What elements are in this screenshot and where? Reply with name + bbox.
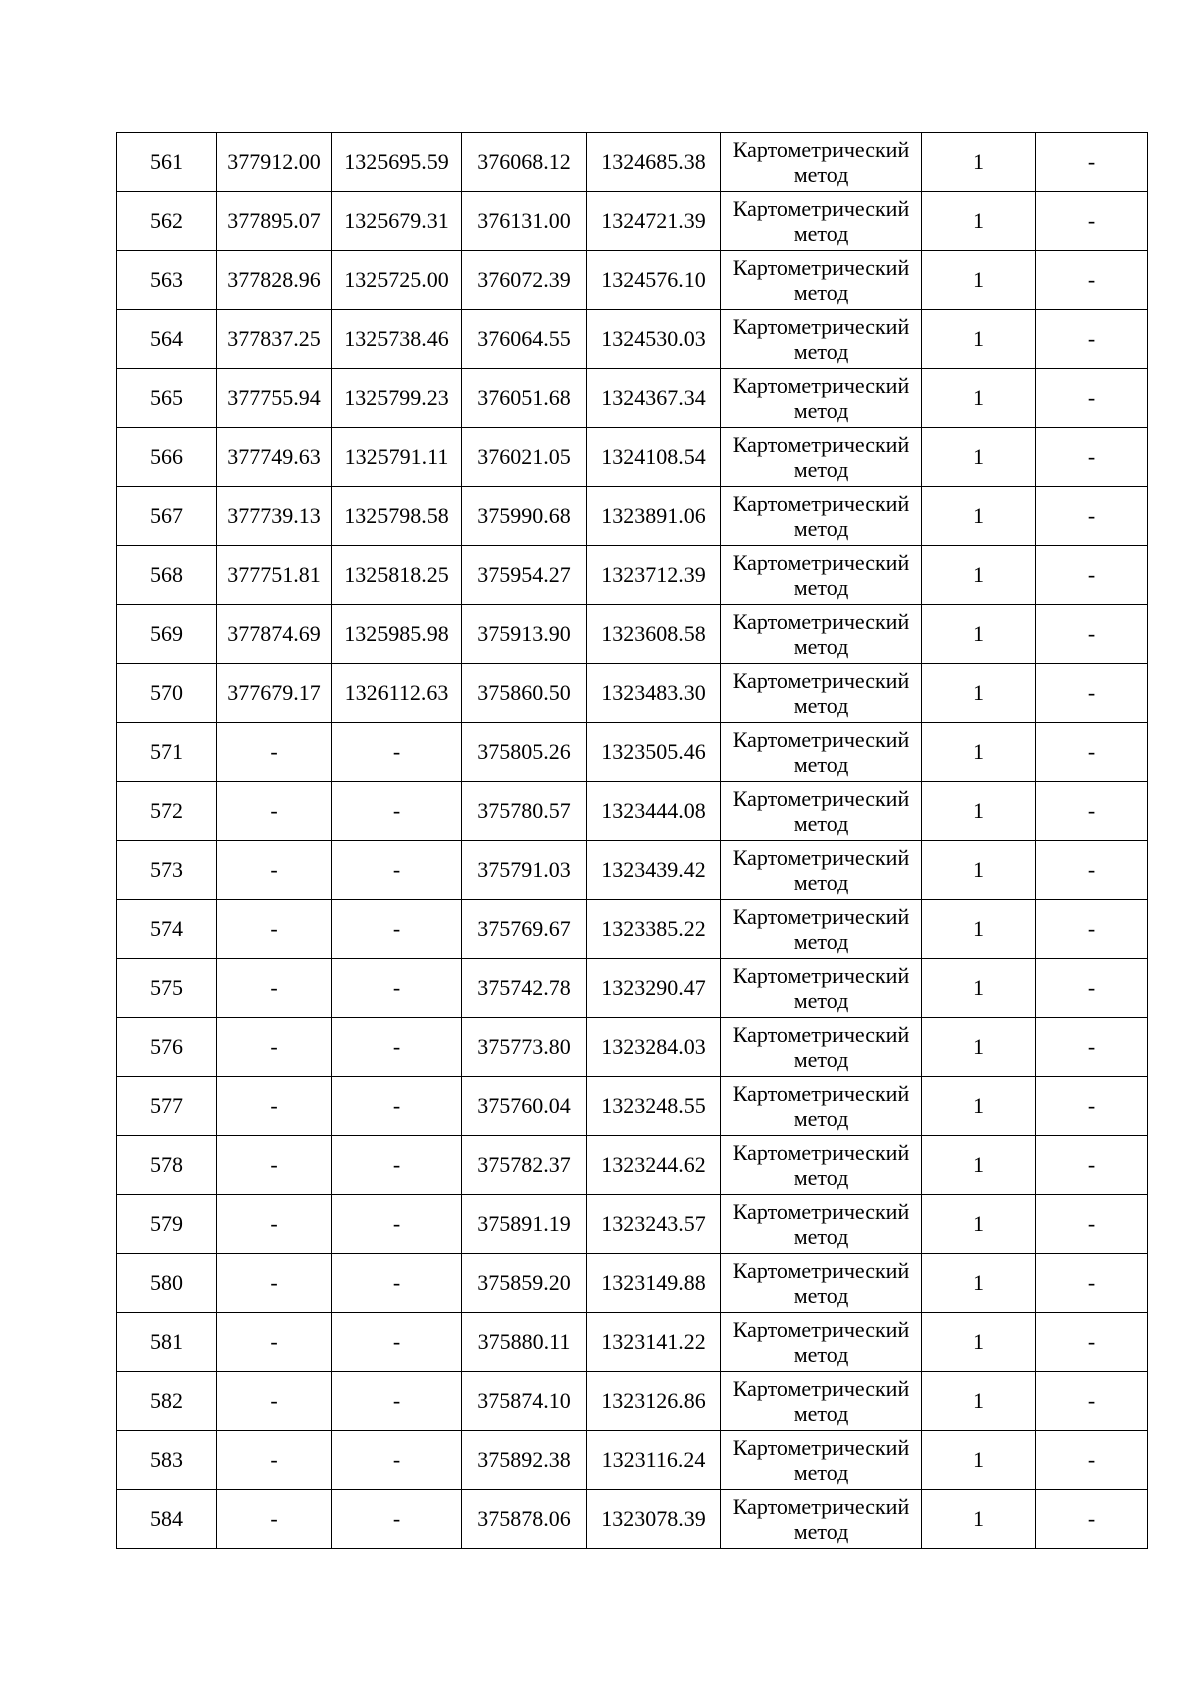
method-cell <box>721 1018 922 1077</box>
old-x-cell: 377755.94 <box>217 369 332 428</box>
method-cell <box>721 1313 922 1372</box>
note-cell: - <box>1036 1431 1148 1490</box>
method-line2: метод <box>793 752 849 777</box>
method-cell <box>721 487 922 546</box>
method-cell <box>721 310 922 369</box>
method-line1: Картометрический <box>732 432 910 457</box>
point-number-cell: 575 <box>117 959 217 1018</box>
point-number-cell: 565 <box>117 369 217 428</box>
new-y-cell: 1323126.86 <box>587 1372 721 1431</box>
note-cell: - <box>1036 605 1148 664</box>
accuracy-cell: 1 <box>922 723 1036 782</box>
old-x-cell: - <box>217 723 332 782</box>
old-x-cell: 377751.81 <box>217 546 332 605</box>
new-y-cell: 1324530.03 <box>587 310 721 369</box>
method-line1: Картометрический <box>732 609 910 634</box>
method-line2: метод <box>793 398 849 423</box>
old-y-cell: - <box>332 1313 462 1372</box>
old-y-cell: - <box>332 782 462 841</box>
point-number-cell: 583 <box>117 1431 217 1490</box>
method-line2: метод <box>793 575 849 600</box>
table-row <box>117 487 1148 546</box>
method-line2: метод <box>793 457 849 482</box>
old-x-cell: - <box>217 1018 332 1077</box>
method-line2: метод <box>793 634 849 659</box>
accuracy-cell: 1 <box>922 782 1036 841</box>
old-x-cell: - <box>217 1313 332 1372</box>
old-x-cell: 377749.63 <box>217 428 332 487</box>
table-row <box>117 1077 1148 1136</box>
note-cell: - <box>1036 133 1148 192</box>
method-cell <box>721 192 922 251</box>
new-x-cell: 376068.12 <box>462 133 587 192</box>
new-y-cell: 1323149.88 <box>587 1254 721 1313</box>
method-line1: Картометрический <box>732 550 910 575</box>
method-cell <box>721 1195 922 1254</box>
method-line2: метод <box>793 1165 849 1190</box>
new-y-cell: 1323290.47 <box>587 959 721 1018</box>
method-cell <box>721 1254 922 1313</box>
method-cell <box>721 1077 922 1136</box>
accuracy-cell: 1 <box>922 1195 1036 1254</box>
method-line1: Картометрический <box>732 1022 910 1047</box>
old-x-cell: 377837.25 <box>217 310 332 369</box>
old-y-cell: 1325679.31 <box>332 192 462 251</box>
method-line2: метод <box>793 221 849 246</box>
method-line2: метод <box>793 1460 849 1485</box>
new-y-cell: 1323444.08 <box>587 782 721 841</box>
method-line1: Картометрический <box>732 1258 910 1283</box>
table-row <box>117 723 1148 782</box>
method-line2: метод <box>793 1047 849 1072</box>
accuracy-cell: 1 <box>922 959 1036 1018</box>
old-x-cell: 377828.96 <box>217 251 332 310</box>
accuracy-cell: 1 <box>922 900 1036 959</box>
accuracy-cell: 1 <box>922 1136 1036 1195</box>
old-y-cell: - <box>332 1077 462 1136</box>
old-y-cell: - <box>332 723 462 782</box>
method-line1: Картометрический <box>732 786 910 811</box>
table-row <box>117 1195 1148 1254</box>
table-row <box>117 1136 1148 1195</box>
table-row <box>117 1431 1148 1490</box>
new-x-cell: 375880.11 <box>462 1313 587 1372</box>
table-row <box>117 664 1148 723</box>
accuracy-cell: 1 <box>922 1077 1036 1136</box>
table-row <box>117 900 1148 959</box>
new-x-cell: 375990.68 <box>462 487 587 546</box>
old-x-cell: 377739.13 <box>217 487 332 546</box>
method-cell <box>721 841 922 900</box>
old-y-cell: 1325695.59 <box>332 133 462 192</box>
point-number-cell: 562 <box>117 192 217 251</box>
new-x-cell: 375891.19 <box>462 1195 587 1254</box>
point-number-cell: 582 <box>117 1372 217 1431</box>
point-number-cell: 569 <box>117 605 217 664</box>
method-cell <box>721 369 922 428</box>
new-x-cell: 375913.90 <box>462 605 587 664</box>
new-x-cell: 375859.20 <box>462 1254 587 1313</box>
method-line1: Картометрический <box>732 963 910 988</box>
note-cell: - <box>1036 900 1148 959</box>
table-row <box>117 310 1148 369</box>
new-y-cell: 1323439.42 <box>587 841 721 900</box>
table-row <box>117 1490 1148 1549</box>
new-y-cell: 1323141.22 <box>587 1313 721 1372</box>
new-y-cell: 1324367.34 <box>587 369 721 428</box>
method-cell <box>721 900 922 959</box>
point-number-cell: 581 <box>117 1313 217 1372</box>
new-y-cell: 1323891.06 <box>587 487 721 546</box>
method-cell <box>721 723 922 782</box>
method-line1: Картометрический <box>732 727 910 752</box>
method-line1: Картометрический <box>732 668 910 693</box>
method-line1: Картометрический <box>732 904 910 929</box>
new-y-cell: 1323244.62 <box>587 1136 721 1195</box>
new-x-cell: 375742.78 <box>462 959 587 1018</box>
new-x-cell: 375954.27 <box>462 546 587 605</box>
old-y-cell: - <box>332 900 462 959</box>
note-cell: - <box>1036 1372 1148 1431</box>
old-x-cell: - <box>217 1077 332 1136</box>
new-y-cell: 1323505.46 <box>587 723 721 782</box>
point-number-cell: 570 <box>117 664 217 723</box>
new-x-cell: 375760.04 <box>462 1077 587 1136</box>
accuracy-cell: 1 <box>922 1490 1036 1549</box>
method-cell <box>721 1490 922 1549</box>
new-x-cell: 376051.68 <box>462 369 587 428</box>
accuracy-cell: 1 <box>922 133 1036 192</box>
accuracy-cell: 1 <box>922 605 1036 664</box>
new-y-cell: 1323248.55 <box>587 1077 721 1136</box>
method-cell <box>721 546 922 605</box>
old-y-cell: - <box>332 1372 462 1431</box>
point-number-cell: 584 <box>117 1490 217 1549</box>
method-cell <box>721 251 922 310</box>
note-cell: - <box>1036 310 1148 369</box>
method-cell <box>721 959 922 1018</box>
method-line1: Картометрический <box>732 1317 910 1342</box>
accuracy-cell: 1 <box>922 1254 1036 1313</box>
old-y-cell: - <box>332 1490 462 1549</box>
new-y-cell: 1323078.39 <box>587 1490 721 1549</box>
table-row <box>117 428 1148 487</box>
new-x-cell: 375780.57 <box>462 782 587 841</box>
method-line1: Картометрический <box>732 1435 910 1460</box>
point-number-cell: 572 <box>117 782 217 841</box>
table-row <box>117 605 1148 664</box>
old-y-cell: 1325798.58 <box>332 487 462 546</box>
new-y-cell: 1323608.58 <box>587 605 721 664</box>
note-cell: - <box>1036 1490 1148 1549</box>
table-row <box>117 1018 1148 1077</box>
point-number-cell: 579 <box>117 1195 217 1254</box>
method-line1: Картометрический <box>732 196 910 221</box>
point-number-cell: 564 <box>117 310 217 369</box>
new-x-cell: 375874.10 <box>462 1372 587 1431</box>
new-y-cell: 1323712.39 <box>587 546 721 605</box>
table-row <box>117 841 1148 900</box>
method-line1: Картометрический <box>732 137 910 162</box>
old-y-cell: - <box>332 1195 462 1254</box>
point-number-cell: 571 <box>117 723 217 782</box>
point-number-cell: 574 <box>117 900 217 959</box>
note-cell: - <box>1036 1254 1148 1313</box>
note-cell: - <box>1036 1313 1148 1372</box>
note-cell: - <box>1036 251 1148 310</box>
method-line1: Картометрический <box>732 845 910 870</box>
note-cell: - <box>1036 841 1148 900</box>
new-y-cell: 1324108.54 <box>587 428 721 487</box>
old-y-cell: - <box>332 1136 462 1195</box>
accuracy-cell: 1 <box>922 428 1036 487</box>
point-number-cell: 563 <box>117 251 217 310</box>
accuracy-cell: 1 <box>922 841 1036 900</box>
method-cell <box>721 782 922 841</box>
old-x-cell: - <box>217 1136 332 1195</box>
method-line2: метод <box>793 988 849 1013</box>
point-number-cell: 578 <box>117 1136 217 1195</box>
new-x-cell: 376131.00 <box>462 192 587 251</box>
accuracy-cell: 1 <box>922 546 1036 605</box>
coordinates-table <box>116 132 1148 1549</box>
method-cell <box>721 133 922 192</box>
old-x-cell: 377874.69 <box>217 605 332 664</box>
method-line1: Картометрический <box>732 314 910 339</box>
note-cell: - <box>1036 546 1148 605</box>
note-cell: - <box>1036 1195 1148 1254</box>
old-y-cell: - <box>332 1018 462 1077</box>
method-line2: метод <box>793 516 849 541</box>
point-number-cell: 566 <box>117 428 217 487</box>
accuracy-cell: 1 <box>922 251 1036 310</box>
old-x-cell: - <box>217 1195 332 1254</box>
new-x-cell: 375769.67 <box>462 900 587 959</box>
old-y-cell: 1325818.25 <box>332 546 462 605</box>
point-number-cell: 561 <box>117 133 217 192</box>
method-cell <box>721 1431 922 1490</box>
table-row <box>117 192 1148 251</box>
table-row <box>117 959 1148 1018</box>
table-row <box>117 251 1148 310</box>
old-y-cell: - <box>332 1254 462 1313</box>
method-line2: метод <box>793 1401 849 1426</box>
table-row <box>117 133 1148 192</box>
new-y-cell: 1324685.38 <box>587 133 721 192</box>
new-x-cell: 376072.39 <box>462 251 587 310</box>
method-line2: метод <box>793 929 849 954</box>
method-line1: Картометрический <box>732 1376 910 1401</box>
method-line2: метод <box>793 339 849 364</box>
note-cell: - <box>1036 1077 1148 1136</box>
old-x-cell: - <box>217 900 332 959</box>
table-row <box>117 369 1148 428</box>
note-cell: - <box>1036 1018 1148 1077</box>
accuracy-cell: 1 <box>922 487 1036 546</box>
method-cell <box>721 1136 922 1195</box>
new-y-cell: 1323243.57 <box>587 1195 721 1254</box>
old-x-cell: - <box>217 1254 332 1313</box>
note-cell: - <box>1036 723 1148 782</box>
method-cell <box>721 605 922 664</box>
note-cell: - <box>1036 369 1148 428</box>
old-y-cell: - <box>332 959 462 1018</box>
old-x-cell: - <box>217 1372 332 1431</box>
accuracy-cell: 1 <box>922 664 1036 723</box>
table-row <box>117 782 1148 841</box>
old-x-cell: - <box>217 959 332 1018</box>
old-x-cell: - <box>217 841 332 900</box>
new-y-cell: 1324576.10 <box>587 251 721 310</box>
old-x-cell: 377912.00 <box>217 133 332 192</box>
note-cell: - <box>1036 487 1148 546</box>
accuracy-cell: 1 <box>922 1313 1036 1372</box>
old-y-cell: 1325985.98 <box>332 605 462 664</box>
old-x-cell: 377679.17 <box>217 664 332 723</box>
old-x-cell: 377895.07 <box>217 192 332 251</box>
new-x-cell: 375892.38 <box>462 1431 587 1490</box>
method-cell <box>721 1372 922 1431</box>
method-line2: метод <box>793 1224 849 1249</box>
method-line2: метод <box>793 870 849 895</box>
new-x-cell: 375805.26 <box>462 723 587 782</box>
note-cell: - <box>1036 428 1148 487</box>
new-x-cell: 375860.50 <box>462 664 587 723</box>
new-x-cell: 375773.80 <box>462 1018 587 1077</box>
note-cell: - <box>1036 192 1148 251</box>
new-y-cell: 1324721.39 <box>587 192 721 251</box>
method-line1: Картометрический <box>732 255 910 280</box>
old-y-cell: 1325738.46 <box>332 310 462 369</box>
method-line1: Картометрический <box>732 373 910 398</box>
method-line2: метод <box>793 1283 849 1308</box>
method-line2: метод <box>793 162 849 187</box>
old-x-cell: - <box>217 782 332 841</box>
note-cell: - <box>1036 1136 1148 1195</box>
table-row <box>117 1313 1148 1372</box>
new-y-cell: 1323483.30 <box>587 664 721 723</box>
old-y-cell: 1325791.11 <box>332 428 462 487</box>
point-number-cell: 573 <box>117 841 217 900</box>
old-y-cell: 1325725.00 <box>332 251 462 310</box>
new-y-cell: 1323116.24 <box>587 1431 721 1490</box>
old-y-cell: 1325799.23 <box>332 369 462 428</box>
old-y-cell: - <box>332 1431 462 1490</box>
point-number-cell: 576 <box>117 1018 217 1077</box>
method-line1: Картометрический <box>732 1199 910 1224</box>
method-line2: метод <box>793 1106 849 1131</box>
note-cell: - <box>1036 782 1148 841</box>
new-x-cell: 375782.37 <box>462 1136 587 1195</box>
accuracy-cell: 1 <box>922 310 1036 369</box>
note-cell: - <box>1036 664 1148 723</box>
new-x-cell: 376021.05 <box>462 428 587 487</box>
method-cell <box>721 664 922 723</box>
point-number-cell: 580 <box>117 1254 217 1313</box>
accuracy-cell: 1 <box>922 369 1036 428</box>
table-row <box>117 1254 1148 1313</box>
point-number-cell: 567 <box>117 487 217 546</box>
new-y-cell: 1323284.03 <box>587 1018 721 1077</box>
coordinates-table-body <box>117 133 1148 1549</box>
old-y-cell: 1326112.63 <box>332 664 462 723</box>
method-line2: метод <box>793 811 849 836</box>
new-x-cell: 376064.55 <box>462 310 587 369</box>
point-number-cell: 577 <box>117 1077 217 1136</box>
table-row <box>117 1372 1148 1431</box>
method-line1: Картометрический <box>732 1494 910 1519</box>
method-line2: метод <box>793 693 849 718</box>
old-x-cell: - <box>217 1490 332 1549</box>
point-number-cell: 568 <box>117 546 217 605</box>
new-x-cell: 375878.06 <box>462 1490 587 1549</box>
new-y-cell: 1323385.22 <box>587 900 721 959</box>
method-line2: метод <box>793 1342 849 1367</box>
old-x-cell: - <box>217 1431 332 1490</box>
note-cell: - <box>1036 959 1148 1018</box>
method-line1: Картометрический <box>732 1081 910 1106</box>
method-line1: Картометрический <box>732 1140 910 1165</box>
method-line1: Картометрический <box>732 491 910 516</box>
table-row <box>117 546 1148 605</box>
accuracy-cell: 1 <box>922 192 1036 251</box>
new-x-cell: 375791.03 <box>462 841 587 900</box>
method-line2: метод <box>793 280 849 305</box>
old-y-cell: - <box>332 841 462 900</box>
method-cell <box>721 428 922 487</box>
accuracy-cell: 1 <box>922 1372 1036 1431</box>
accuracy-cell: 1 <box>922 1431 1036 1490</box>
accuracy-cell: 1 <box>922 1018 1036 1077</box>
method-line2: метод <box>793 1519 849 1544</box>
